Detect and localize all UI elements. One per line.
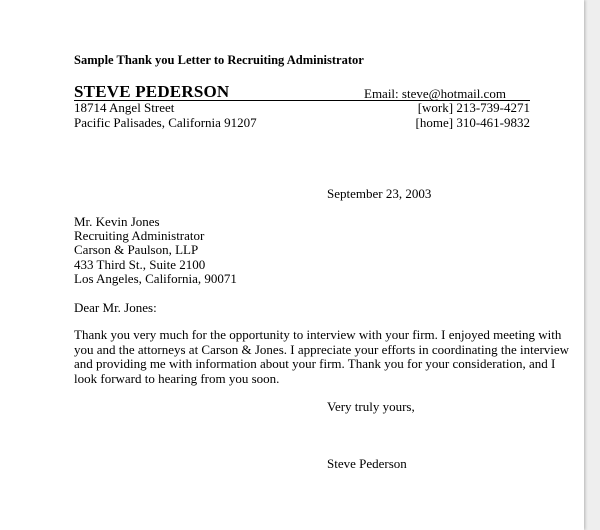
letter-date: September 23, 2003 <box>327 186 432 201</box>
recipient-line: 433 Third St., Suite 2100 <box>74 256 206 272</box>
recipient-address <box>74 215 237 286</box>
letter-body <box>74 327 570 386</box>
recipient-line: Carson & Paulson, LLP <box>74 242 199 258</box>
closing: Very truly yours, <box>327 399 415 414</box>
body-line: Thank you very much for the opportunity to interview with your firm. I enjoyed meeting with <box>74 327 562 342</box>
body-line: look forward to hearing from you soon. <box>74 370 280 386</box>
sender-address <box>74 101 257 130</box>
recipient-line: Mr. Kevin Jones <box>74 214 160 229</box>
document-title: Sample Thank you Letter to Recruiting Administrator <box>74 53 364 67</box>
sender-phones <box>416 101 530 130</box>
salutation: Dear Mr. Jones: <box>74 300 157 315</box>
recipient-line: Los Angeles, California, 90071 <box>74 270 237 286</box>
sender-phone-home: [home] 310-461-9832 <box>415 114 530 130</box>
sender-address-line: Pacific Palisades, California 91207 <box>74 114 257 130</box>
body-line: and providing me with information about your firm. Thank you for your consideration, and I <box>74 356 556 371</box>
sender-email: Email: steve@hotmail.com <box>364 86 506 101</box>
signature-name: Steve Pederson <box>327 456 407 471</box>
body-line: you and the attorneys at Carson & Jones. I appreciate your efforts in coordinating the interview <box>74 341 570 357</box>
sender-name: STEVE PEDERSON <box>74 82 230 101</box>
recipient-line: Recruiting Administrator <box>74 228 205 244</box>
sender-address-line: 18714 Angel Street <box>74 100 175 115</box>
sender-phone-work: [work] 213-739-4271 <box>417 100 530 115</box>
